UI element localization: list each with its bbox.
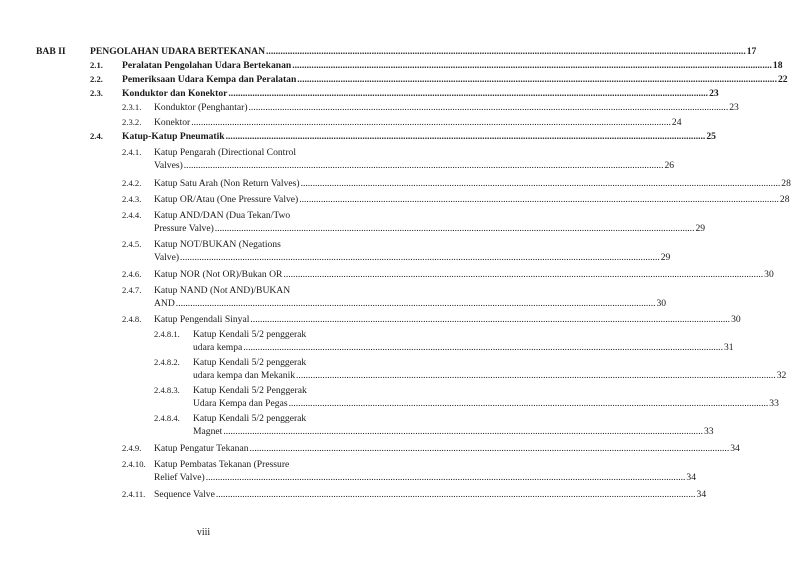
dot-leader: ........................................................................................................................................................................................................ (250, 314, 731, 325)
dot-leader: ........................................................................................................................................................................................................ (205, 472, 686, 483)
dot-leader: ........................................................................................................................................................................................................ (228, 88, 709, 99)
dot-leader: ........................................................................................................................................................................................................ (248, 102, 729, 113)
entry-title-line2: udara kempa (193, 342, 243, 353)
entry-page: 30 (656, 298, 667, 309)
entry-title-line2: Valve) (154, 252, 180, 263)
entry-number: 2.4.8.4. (154, 413, 180, 423)
entry-title-line2: Udara Kempa dan Pegas (193, 398, 288, 409)
entry-title-line1: Katup NOT/BUKAN (Negations (154, 239, 281, 250)
entry-number: 2.4.9. (122, 443, 142, 453)
entry-title-line2: udara kempa dan Mekanik (193, 370, 296, 381)
dot-leader: ........................................................................................................................................................................................................ (225, 131, 706, 142)
entry-page: 30 (731, 314, 741, 325)
dot-leader: ........................................................................................................................................................................................................ (283, 269, 764, 280)
entry-number: 2.3. (90, 88, 103, 98)
entry-page: 33 (769, 398, 779, 409)
entry-page: 25 (706, 131, 716, 142)
dot-leader: ........................................................................................................................................................................................................ (300, 178, 781, 189)
entry-number: 2.4.8.2. (154, 357, 180, 367)
entry-page: 34 (686, 472, 696, 483)
entry-page: 23 (709, 88, 719, 99)
entry-title-line1: Katup Kendali 5/2 penggerak (193, 329, 307, 340)
entry-title-line1: Katup Pembatas Tekanan (Pressure (154, 459, 290, 470)
entry-title-line1: Katup Kendali 5/2 Penggerak (193, 385, 307, 396)
dot-leader: ........................................................................................................................................................................................................ (180, 252, 660, 263)
entry-title: Katup-Katup Pneumatik (122, 131, 225, 142)
dot-leader: ........................................................................................................................................................................................................ (215, 489, 696, 500)
entry-title-line2: Relief Valve) (154, 472, 205, 483)
entry-title: Katup Satu Arah (Non Return Valves) (154, 178, 300, 189)
entry-number: 2.4.5. (122, 239, 142, 249)
entry-page: 26 (664, 160, 675, 171)
dot-leader: ........................................................................................................................................................................................................ (249, 443, 730, 454)
entry-page: 33 (704, 426, 714, 437)
entry-page: 32 (776, 370, 787, 381)
entry-number: 2.4.2. (122, 178, 142, 188)
entry-title-line1: Katup NAND (Not AND)/BUKAN (154, 285, 291, 296)
entry-number: 2.3.2. (122, 117, 142, 127)
entry-title: Katup NOR (Not OR)/Bukan OR (154, 269, 283, 280)
entry-title: Sequence Valve (154, 489, 215, 500)
entry-number: 2.4.10. (122, 459, 146, 469)
entry-number: 2.4.3. (122, 194, 142, 204)
entry-number: 2.4.8.1. (154, 329, 180, 339)
entry-page: 31 (723, 342, 734, 353)
entry-number: 2.4.1. (122, 147, 142, 157)
dot-leader: ........................................................................................................................................................................................................ (266, 46, 746, 57)
entry-number: 2.1. (90, 60, 103, 70)
entry-page: 34 (730, 443, 740, 454)
entry-page: 28 (779, 194, 790, 205)
chapter-title: PENGOLAHAN UDARA BERTEKANAN (90, 46, 266, 57)
dot-leader: ........................................................................................................................................................................................................ (214, 223, 695, 234)
entry-page: 30 (764, 269, 774, 280)
entry-number: 2.4.11. (122, 489, 146, 499)
entry-page: 24 (671, 117, 682, 128)
entry-title-line1: Katup Kendali 5/2 penggerak (193, 413, 307, 424)
dot-leader: ........................................................................................................................................................................................................ (297, 74, 777, 85)
entry-title: Konduktor (Penghantar) (154, 102, 248, 113)
entry-number: 2.4.4. (122, 210, 142, 220)
dot-leader: ........................................................................................................................................................................................................ (243, 342, 723, 353)
entry-title-line1: Katup AND/DAN (Dua Tekan/Two (154, 210, 291, 221)
entry-number: 2.3.1. (122, 102, 142, 112)
entry-number: 2.2. (90, 74, 103, 84)
dot-leader: ........................................................................................................................................................................................................ (223, 426, 703, 437)
dot-leader: ........................................................................................................................................................................................................ (175, 298, 656, 309)
entry-page: 29 (695, 223, 706, 234)
entry-number: 2.4. (90, 131, 103, 141)
entry-number: 2.4.8. (122, 314, 142, 324)
entry-title-line1: Katup Pengarah (Directional Control (154, 147, 296, 158)
entry-page: 18 (772, 60, 783, 71)
dot-leader: ........................................................................................................................................................................................................ (288, 398, 769, 409)
dot-leader: ........................................................................................................................................................................................................ (191, 117, 671, 128)
dot-leader: ........................................................................................................................................................................................................ (299, 194, 779, 205)
entry-title: Pemeriksaan Udara Kempa dan Peralatan (122, 74, 297, 85)
entry-title-line2: AND (154, 298, 175, 309)
dot-leader: ........................................................................................................................................................................................................ (296, 370, 776, 381)
entry-title-line2: Magnet (193, 426, 223, 437)
entry-page: 22 (777, 74, 788, 85)
chapter-label: BAB II (36, 46, 66, 57)
dot-leader: ........................................................................................................................................................................................................ (183, 160, 664, 171)
entry-title-line2: Pressure Valve) (154, 223, 214, 234)
entry-title: Katup Pengendali Sinyal (154, 314, 250, 325)
entry-page: 23 (729, 102, 739, 113)
entry-number: 2.4.8.3. (154, 385, 180, 395)
entry-number: 2.4.6. (122, 269, 142, 279)
dot-leader: ........................................................................................................................................................................................................ (292, 60, 772, 71)
entry-page: 28 (781, 178, 791, 189)
entry-title: Peralatan Pengolahan Udara Bertekanan (122, 60, 292, 71)
entry-title: Konektor (154, 117, 191, 128)
entry-title: Katup OR/Atau (One Pressure Valve) (154, 194, 299, 205)
chapter-page: 17 (746, 46, 757, 57)
entry-title-line1: Katup Kendali 5/2 penggerak (193, 357, 307, 368)
entry-page: 29 (660, 252, 671, 263)
page-number-footer: viii (196, 527, 211, 538)
entry-title: Katup Pengatur Tekanan (154, 443, 249, 454)
entry-page: 34 (696, 489, 707, 500)
entry-title-line2: Valves) (154, 160, 183, 171)
entry-number: 2.4.7. (122, 285, 142, 295)
entry-title: Konduktor dan Konektor (122, 88, 228, 99)
